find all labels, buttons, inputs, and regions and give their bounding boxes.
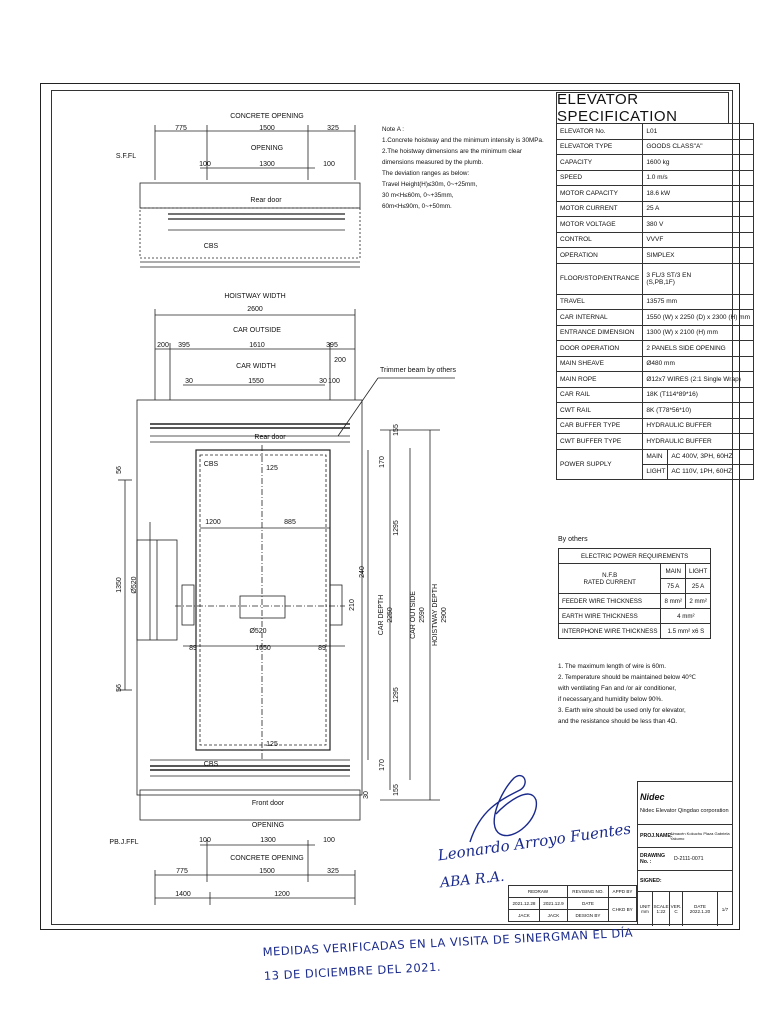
hoistway-depth-label: HOISTWAY DEPTH xyxy=(432,583,439,647)
spec-row xyxy=(557,449,754,479)
dim-210: 210 xyxy=(349,599,356,611)
spec-row xyxy=(557,403,754,419)
dim-30-bottom: 30 xyxy=(363,791,370,799)
spec-key: SPEED xyxy=(557,170,643,186)
sheet-number: 1/7 xyxy=(721,906,729,912)
dim-100-top-left: 100 xyxy=(199,161,211,168)
drawing-no-label: DRAWING No. : xyxy=(640,853,666,865)
epr-interphone-value: 1.5 mm² x6 S xyxy=(661,624,711,639)
note-a-line: 60m<H≤90m, 0~+50mm. xyxy=(382,203,452,210)
power-main-label: MAIN xyxy=(643,450,668,464)
dim-1650: 1650 xyxy=(255,645,271,652)
note-a-line: dimensions measured by the plumb. xyxy=(382,159,484,166)
cbs-label-top: CBS xyxy=(203,243,219,250)
spec-value: 2 PANELS SIDE OPENING xyxy=(643,341,754,357)
spec-row xyxy=(557,418,754,434)
rev-design: DESIGN BY xyxy=(567,910,608,922)
rear-door-label: Rear door xyxy=(254,434,286,441)
spec-row xyxy=(557,155,754,171)
note-line: 1. The maximum length of wire is 60m. xyxy=(558,663,667,670)
opening-label-top: OPENING xyxy=(250,145,284,152)
spec-key: CWT RAIL xyxy=(557,403,643,419)
car-outside-vertical-label: CAR OUTSIDE xyxy=(410,591,417,639)
dim-125-bottom: 125 xyxy=(266,741,278,748)
rev-name-2: JACK xyxy=(540,910,568,922)
spec-key: MAIN ROPE xyxy=(557,372,643,388)
spec-key: CAR BUFFER TYPE xyxy=(557,418,643,434)
company-name: Nidec Elevator Qingdao corporation xyxy=(640,808,729,814)
dim-100-bottom-right: 100 xyxy=(323,837,335,844)
handwritten-line-2: 13 DE DICIEMBRE DEL 2021. xyxy=(263,959,442,983)
spec-value: GOODS CLASS"A" xyxy=(643,139,754,155)
spec-value: 8K (T78*56*10) xyxy=(643,403,754,419)
spec-row xyxy=(557,217,754,233)
dim-885: 885 xyxy=(284,519,296,526)
spec-row xyxy=(557,341,754,357)
dim-89-left: 89 xyxy=(189,645,197,652)
drawing-no-value: D-2111-0071 xyxy=(674,856,704,862)
spec-key: CONTROL xyxy=(557,232,643,248)
car-depth-label: CAR DEPTH xyxy=(378,594,385,636)
power-light-value: AC 110V, 1PH, 60HZ xyxy=(671,468,733,475)
dim-125-top: 125 xyxy=(266,465,278,472)
spec-key: OPERATION xyxy=(557,248,643,264)
dim-89-right: 89 xyxy=(318,645,326,652)
note-line: 3. Earth wire should be used only for elevator, xyxy=(558,707,686,714)
unit-label: UNIT xyxy=(639,904,651,909)
handwritten-line-1: MEDIDAS VERIFICADAS EN LA VISITA DE SINERGMAN EL DÍA xyxy=(262,925,634,959)
note-a-line: Travel Height(H)≤30m, 0~+25mm, xyxy=(382,181,478,188)
note-line: with ventilating Fan and /or air conditioner, xyxy=(558,685,676,692)
spec-value: 18.6 kW xyxy=(643,186,754,202)
date-value: 2022.1.20 xyxy=(689,909,711,914)
spec-key: ELEVATOR TYPE xyxy=(557,139,643,155)
dim-1300-top: 1300 xyxy=(259,161,275,168)
spec-value: 1550 (W) x 2250 (D) x 2300 (H) mm xyxy=(643,310,754,326)
dim-155-top: 155 xyxy=(393,424,400,436)
rev-chkd: CHKD BY xyxy=(609,898,637,922)
spec-row xyxy=(557,434,754,450)
spec-key: ENTRANCE DIMENSION xyxy=(557,325,643,341)
epr-feeder-label: FEEDER WIRE THICKNESS xyxy=(559,594,661,609)
dim-2600: 2600 xyxy=(247,306,263,313)
note-line: if necessary,and humidity below 90%. xyxy=(558,696,663,703)
proj-name-label: PROJ.NAME: xyxy=(640,833,673,839)
signed-label: SIGNED: xyxy=(640,878,662,884)
proj-name-value: Almacén Kokuchu Plaza Gabriela Yakumo xyxy=(670,831,730,841)
spec-row xyxy=(557,294,754,310)
spec-value: 13575 mm xyxy=(643,294,754,310)
dim-775-top: 775 xyxy=(175,125,187,132)
dim-1300-bottom: 1300 xyxy=(260,837,276,844)
epr-main-header: MAIN xyxy=(661,564,686,579)
dim-325-top: 325 xyxy=(327,125,339,132)
spec-key: ELEVATOR No. xyxy=(557,124,643,140)
hoistway-width-label: HOISTWAY WIDTH xyxy=(224,293,286,300)
dim-170-bottom: 170 xyxy=(379,759,386,771)
dim-56-top: 56 xyxy=(116,466,123,474)
dim-1400: 1400 xyxy=(175,891,191,898)
dim-1550: 1550 xyxy=(248,378,264,385)
cbs-label-bottom: CBS xyxy=(203,761,219,768)
elevator-spec-table xyxy=(556,91,751,480)
epr-earth-label: EARTH WIRE THICKNESS xyxy=(559,609,661,624)
spec-key: POWER SUPPLY xyxy=(557,449,643,479)
rev-redraw: REDRAW xyxy=(509,886,568,898)
dim-1295-top: 1295 xyxy=(393,520,400,536)
rear-door-label-top: Rear door xyxy=(250,197,282,204)
sheave-phi520-left: Ø520 xyxy=(131,576,138,594)
spec-value: VVVF xyxy=(643,232,754,248)
dim-155-bottom: 155 xyxy=(393,784,400,796)
dim-2900: 2900 xyxy=(441,607,448,623)
rev-date-1: 2021.12.28 xyxy=(509,898,540,910)
signature-name: Leonardo Arroyo Fuentes xyxy=(436,819,633,865)
spec-value: SIMPLEX xyxy=(643,248,754,264)
spec-row xyxy=(557,170,754,186)
spec-row xyxy=(557,263,754,294)
epr-nfb-cell xyxy=(559,564,661,594)
floor-stop-sub: (S,PB,1F) xyxy=(646,278,675,286)
epr-earth-value: 4 mm² xyxy=(661,609,711,624)
note-a-line: 2.The hoistway dimensions are the minimum clear xyxy=(382,148,522,155)
spec-row xyxy=(557,325,754,341)
spec-key: CWT BUFFER TYPE xyxy=(557,434,643,450)
dim-100-bottom-left: 100 xyxy=(199,837,211,844)
dim-1610: 1610 xyxy=(249,342,265,349)
dim-1500-bottom: 1500 xyxy=(259,868,275,875)
spec-key: MOTOR VOLTAGE xyxy=(557,217,643,233)
drawing-meta-row xyxy=(638,892,732,926)
scale-label: SCALE xyxy=(653,904,669,909)
spec-key: CAPACITY xyxy=(557,155,643,171)
rev-date-2: 2021.12.9 xyxy=(540,898,568,910)
opening-label-bottom: OPENING xyxy=(251,822,285,829)
dim-100-mid-right: 100 xyxy=(328,378,340,385)
spec-value: 1600 kg xyxy=(643,155,754,171)
title-block xyxy=(637,781,733,925)
dim-1295-bottom: 1295 xyxy=(393,687,400,703)
spec-row xyxy=(557,139,754,155)
spec-row xyxy=(557,201,754,217)
spec-row xyxy=(557,186,754,202)
dim-395-left: 395 xyxy=(178,342,190,349)
spec-value: 1.0 m/s xyxy=(643,170,754,186)
dim-200-left: 200 xyxy=(157,342,169,349)
dim-1200-car: 1200 xyxy=(205,519,221,526)
dim-2590: 2590 xyxy=(419,607,426,623)
spec-title: ELEVATOR SPECIFICATION xyxy=(556,92,729,123)
concrete-opening-label-top: CONCRETE OPENING xyxy=(230,113,304,120)
dim-240: 240 xyxy=(359,566,366,578)
by-others-label: By others xyxy=(558,536,588,543)
spec-value xyxy=(643,449,754,479)
spec-value: HYDRAULIC BUFFER xyxy=(643,434,754,450)
spec-value xyxy=(643,263,754,294)
dim-30-right: 30 xyxy=(319,378,327,385)
signature-scribble xyxy=(470,776,536,842)
spec-key: TRAVEL xyxy=(557,294,643,310)
unit-value: mm xyxy=(641,909,649,914)
dim-30-left: 30 xyxy=(185,378,193,385)
dim-325-bottom: 325 xyxy=(327,868,339,875)
power-main-value: AC 400V, 3PH, 60HZ xyxy=(671,453,733,460)
rev-appd: APPD BY xyxy=(609,886,637,898)
rev-revising: REVISING NO. xyxy=(567,886,608,898)
spec-value: 1300 (W) x 2100 (H) mm xyxy=(643,325,754,341)
spec-key: DOOR OPERATION xyxy=(557,341,643,357)
spec-value: HYDRAULIC BUFFER xyxy=(643,418,754,434)
dim-1200-bottom: 1200 xyxy=(274,891,290,898)
spec-key: MOTOR CAPACITY xyxy=(557,186,643,202)
dim-775-bottom: 775 xyxy=(176,868,188,875)
signature-aba: ABA R.A. xyxy=(439,868,506,892)
epr-feeder-light: 2 mm² xyxy=(686,594,711,609)
spec-value: Ø12x7 WIRES (2:1 Single Wrap) xyxy=(643,372,754,388)
dim-1350: 1350 xyxy=(116,577,123,593)
spec-row xyxy=(557,310,754,326)
dim-2250: 2250 xyxy=(387,607,394,623)
revision-block xyxy=(508,885,637,922)
spec-key: MAIN SHEAVE xyxy=(557,356,643,372)
spec-value: 25 A xyxy=(643,201,754,217)
dim-170-top: 170 xyxy=(379,456,386,468)
epr-light-header: LIGHT xyxy=(686,564,711,579)
note-line: 2. Temperature should be maintained below 40℃ xyxy=(558,674,696,681)
epr-rated-light: 25 A xyxy=(686,579,711,594)
car-outside-label: CAR OUTSIDE xyxy=(233,327,281,334)
pbffl-label: PB.J.FFL xyxy=(109,839,139,846)
scale-value: 1:22 xyxy=(656,909,666,914)
sffl-label: S.F.FL xyxy=(115,153,137,160)
dim-100-top-right: 100 xyxy=(323,161,335,168)
epr-rated-main: 75 A xyxy=(661,579,686,594)
note-a-line: Note A : xyxy=(382,126,405,133)
spec-value: Ø480 mm xyxy=(643,356,754,372)
epr-interphone-label: INTERPHONE WIRE THICKNESS xyxy=(559,624,661,639)
rev-date-label: DATE xyxy=(567,898,608,910)
concrete-opening-label-bottom: CONCRETE OPENING xyxy=(230,855,304,862)
nidec-logo: Nidec xyxy=(640,792,665,802)
cbs-label: CBS xyxy=(203,461,219,468)
spec-key: CAR INTERNAL xyxy=(557,310,643,326)
front-door-label: Front door xyxy=(251,800,285,807)
electric-power-table xyxy=(558,548,711,639)
date-label: DATE xyxy=(694,904,706,909)
note-a-line: 30 m<H≤60m, 0~+35mm, xyxy=(382,192,454,199)
spec-key: FLOOR/STOP/ENTRANCE xyxy=(557,263,643,294)
epr-feeder-main: 8 mm² xyxy=(661,594,686,609)
spec-value: L01 xyxy=(643,124,754,140)
spec-value: 380 V xyxy=(643,217,754,233)
spec-key: CAR RAIL xyxy=(557,387,643,403)
ver-label: VER. xyxy=(670,904,682,909)
epr-title: ELECTRIC POWER REQUIREMENTS xyxy=(559,549,711,564)
spec-row xyxy=(557,248,754,264)
spec-row xyxy=(557,232,754,248)
spec-row xyxy=(557,124,754,140)
wiring-notes xyxy=(558,661,733,727)
dim-200-right: 200 xyxy=(334,357,346,364)
rev-name-1: JACK xyxy=(509,910,540,922)
note-line: and the resistance should be less than 4Ω. xyxy=(558,718,678,725)
dim-56-bottom: 56 xyxy=(116,684,123,692)
epr-nfb: N.F.B xyxy=(602,571,618,579)
spec-row xyxy=(557,356,754,372)
floor-stop-value: 3 FL/3 ST/3 EN xyxy=(646,271,692,279)
note-a-line: The deviation ranges as below: xyxy=(382,170,470,177)
sheave-phi520-center: Ø520 xyxy=(249,628,267,635)
epr-rated: RATED CURRENT xyxy=(583,578,636,586)
note-a-line: 1.Concrete hoistway and the minimum intensity is 30MPa. xyxy=(382,137,544,144)
note-a xyxy=(382,124,544,212)
spec-row xyxy=(557,387,754,403)
spec-row xyxy=(557,372,754,388)
ver-value: C xyxy=(674,909,678,914)
trimmer-beam-label: Trimmer beam by others xyxy=(380,367,456,374)
spec-key: MOTOR CURRENT xyxy=(557,201,643,217)
spec-value: 18K (T114*89*16) xyxy=(643,387,754,403)
power-light-label: LIGHT xyxy=(643,465,668,479)
car-width-label: CAR WIDTH xyxy=(236,363,276,370)
dim-1500-top: 1500 xyxy=(259,125,275,132)
dim-395-right: 395 xyxy=(326,342,338,349)
